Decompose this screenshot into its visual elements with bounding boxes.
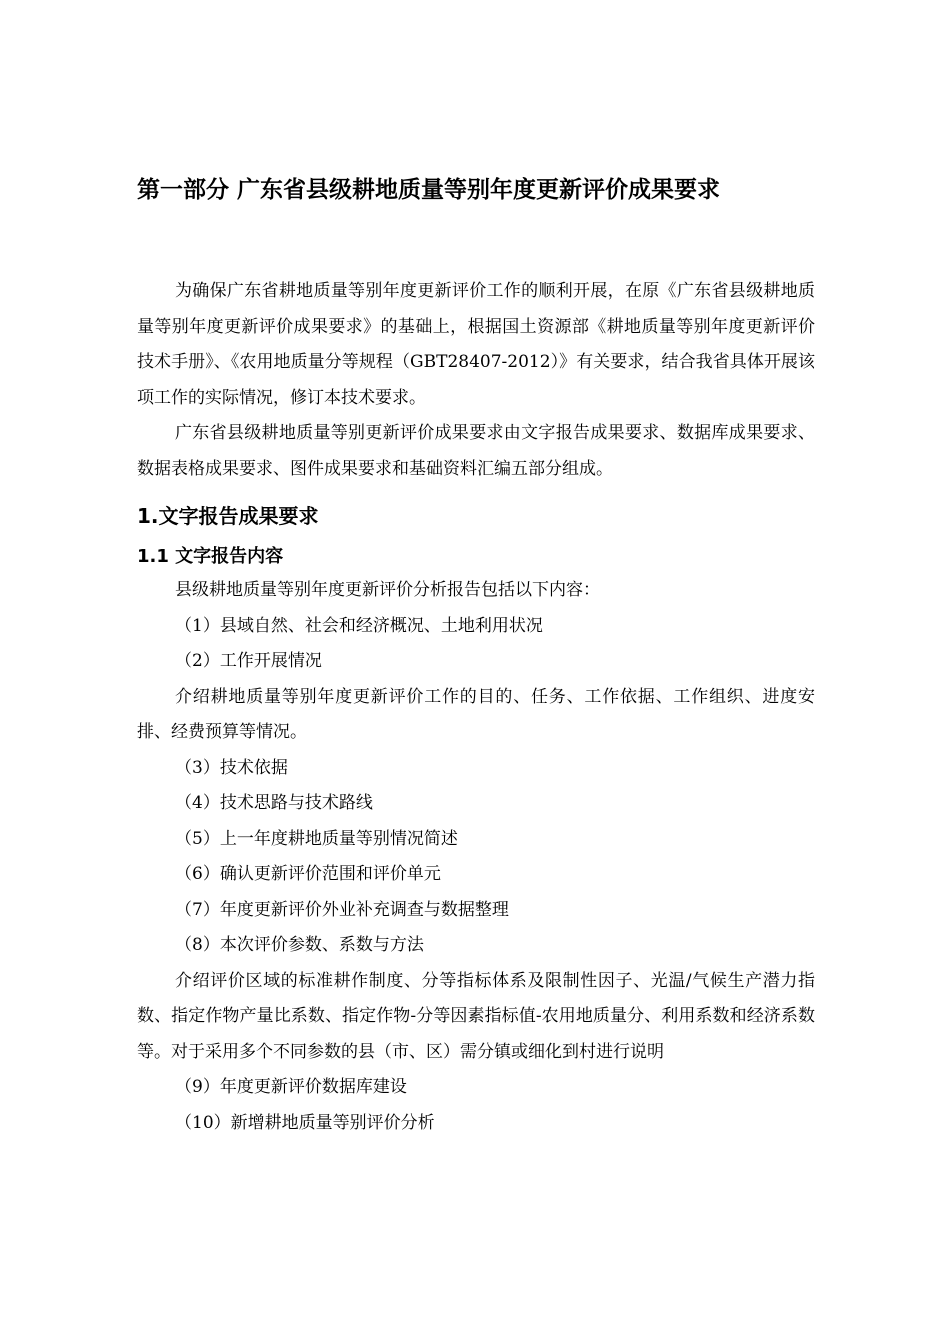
list-item-4: （4）技术思路与技术路线: [175, 793, 373, 813]
intro-paragraph-2: 广东省县级耕地质量等别更新评价成果要求由文字报告成果要求、数据库成果要求、数据表格成果要求、图件成果要求和基础资料汇编五部分组成。: [137, 423, 815, 479]
list-item-9: （9）年度更新评价数据库建设: [175, 1077, 407, 1097]
subsection-heading-1-1: 1.1 文字报告内容: [137, 546, 284, 567]
list-item-1: （1）县域自然、社会和经济概况、土地利用状况: [175, 615, 543, 636]
list-item-3: （3）技术依据: [175, 757, 288, 778]
list-item-7: （7）年度更新评价外业补充调查与数据整理: [175, 899, 509, 920]
list-item-8: （8）本次评价参数、系数与方法: [175, 935, 424, 955]
page-title: 第一部分 广东省县级耕地质量等别年度更新评价成果要求: [137, 177, 721, 203]
subsection-lead: 县级耕地质量等别年度更新评价分析报告包括以下内容：: [175, 580, 600, 600]
list-item-6: （6）确认更新评价范围和评价单元: [175, 864, 441, 884]
list-item-5: （5）上一年度耕地质量等别情况简述: [175, 828, 458, 849]
section-heading-1: 1.文字报告成果要求: [137, 504, 319, 528]
list-item-2: （2）工作开展情况: [175, 651, 322, 671]
list-item-2-description: 介绍耕地质量等别年度更新评价工作的目的、任务、工作依据、工作组织、进度安排、经费预算等情况。: [137, 686, 815, 742]
intro-paragraph-1: 为确保广东省耕地质量等别年度更新评价工作的顺利开展，在原《广东省县级耕地质量等别年度更新评价成果要求》的基础上，根据国土资源部《耕地质量等别年度更新评价技术手册》、《农用地质量分等规程（GBT28407-2012）》有关要求，结合我省具体开展该项工作的实际情况，修订本技术要求。: [137, 281, 815, 408]
document-body: [137, 274, 815, 1141]
list-item-8-description: 介绍评价区域的标准耕作制度、分等指标体系及限制性因子、光温/气候生产潜力指数、指定作物产量比系数、指定作物-分等因素指标值-农用地质量分、利用系数和经济系数等。对于采用多个不同参数的县（市、区）需分镇或细化到村进行说明: [137, 970, 815, 1062]
list-item-10: （10）新增耕地质量等别评价分析: [175, 1112, 435, 1133]
